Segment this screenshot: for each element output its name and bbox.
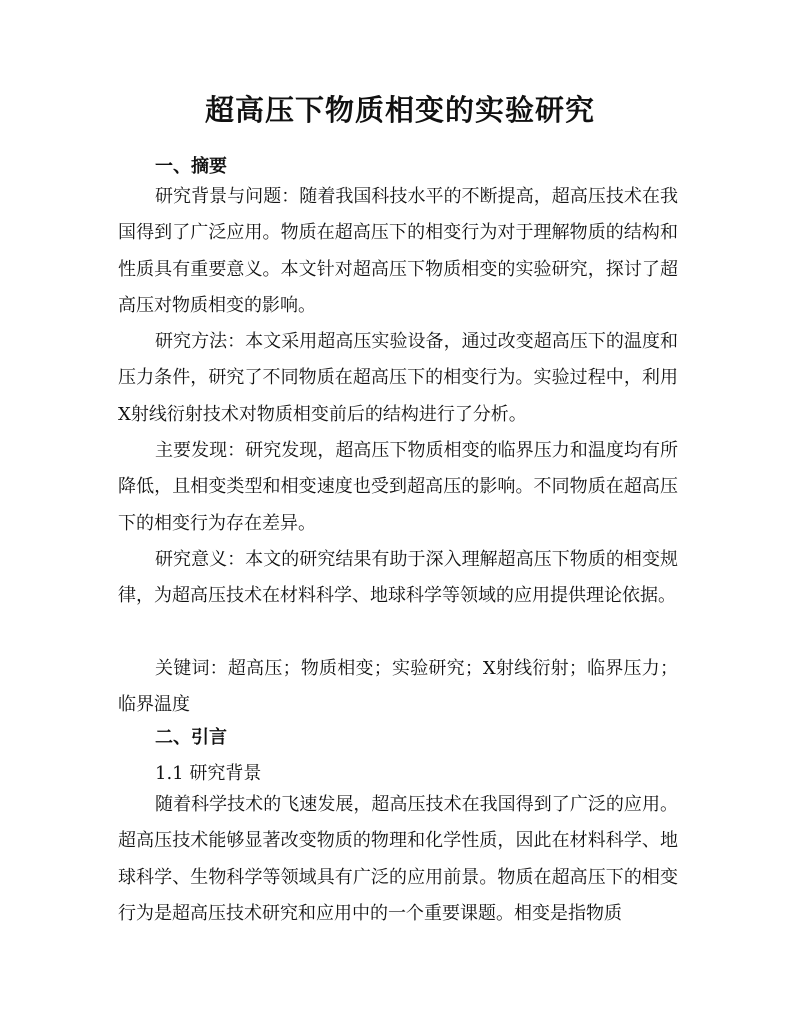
subsection-heading-research-background: 1.1 研究背景 bbox=[155, 763, 262, 784]
abstract-background-paragraph: 研究背景与问题：随着我国科技水平的不断提高，超高压技术在我国得到了广泛应用。物质在超高压下的相变行为对于理解物质的结构和性质具有重要意义。本文针对超高压下物质相变的实验研究，探讨了超高压对物质相变的影响。 bbox=[118, 186, 678, 317]
abstract-methods-paragraph: 研究方法：本文采用超高压实验设备，通过改变超高压下的温度和压力条件，研究了不同物质在超高压下的相变行为。实验过程中，利用X射线衍射技术对物质相变前后的结构进行了分析。 bbox=[118, 331, 678, 425]
abstract-significance-paragraph: 研究意义：本文的研究结果有助于深入理解超高压下物质的相变规律，为超高压技术在材料科学、地球科学等领域的应用提供理论依据。 bbox=[118, 549, 678, 607]
abstract-keywords-paragraph: 关键词：超高压；物质相变；实验研究；X射线衍射；临界压力；临界温度 bbox=[118, 658, 678, 716]
section-heading-abstract: 一、摘要 bbox=[155, 156, 227, 177]
introduction-body-paragraph: 随着科学技术的飞速发展，超高压技术在我国得到了广泛的应用。超高压技术能够显著改变物质的物理和化学性质，因此在材料科学、地球科学、生物科学等领域具有广泛的应用前景。物质在超高压下的相变行为是超高压技术研究和应用中的一个重要课题。相变是指物质 bbox=[118, 794, 678, 925]
abstract-findings-paragraph: 主要发现：研究发现，超高压下物质相变的临界压力和温度均有所降低，且相变类型和相变速度也受到超高压的影响。不同物质在超高压下的相变行为存在差异。 bbox=[118, 440, 678, 534]
section-heading-introduction: 二、引言 bbox=[155, 727, 227, 748]
page-title: 超高压下物质相变的实验研究 bbox=[204, 93, 595, 127]
